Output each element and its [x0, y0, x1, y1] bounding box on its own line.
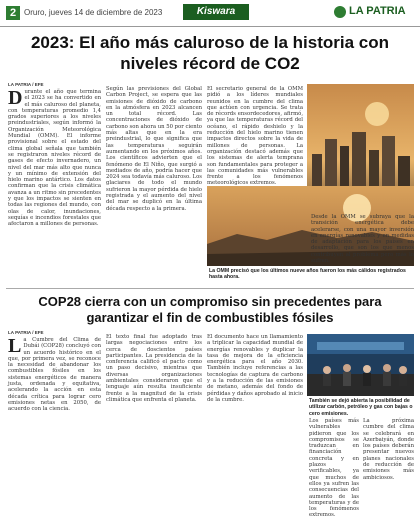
article2-dropcap: L [8, 335, 22, 357]
article1-dropcap: D [8, 87, 23, 109]
article1-column-5: Desde la OMM se subraya que la transición energética debe acelerarse, con una mayor inversión en energías renovables y en medidas de adaptación para los países en desarrollo, que son los que menos contribuyen al problema pero más lo sufren. [311, 214, 414, 265]
article2-column-1 [8, 337, 101, 523]
article1-headline: 2023: El año más caluroso de la historia con niveles récord de CO2 [30, 33, 390, 73]
section-name: Kiswara [183, 4, 249, 20]
article1-photo-caption: La OMM precisó que los últimos nueve años fueron los más cálidos registrados hasta ahora. [209, 268, 406, 281]
article2-column-3: El documento hace un llamamiento a triplicar la capacidad mundial de energías renovables y duplicar la tasa de mejora de la eficiencia energética para el año 2030. También incluye referencias a las tecnologías de captura de carbono y a la reducción de las emisiones de metano, además del fondo de pérdidas y daños aprobado al inicio de la cumbre. [207, 334, 303, 403]
article2-column-5: La próxima cumbre del clima se celebrará en Azerbaiyán, donde los países deberán presentar nuevos planes nacionales de reducción de emisiones más ambiciosos. [363, 418, 414, 481]
article2-column-4: Los países más vulnerables pidieron que los compromisos se traduzcan en financiación concreta y en plazos verificables, ya que muchos de ellos ya sufren las consecuencias del aumento de las temperaturas y de los fenómenos extremos. [309, 418, 359, 519]
article2-credit: LA PATRIA / EFE [8, 330, 44, 335]
logo-text: LA PATRIA [349, 5, 406, 17]
article2-headline: COP28 cierra con un compromiso sin precedentes para garantizar el fin de combustibles fósiles [38, 294, 382, 325]
article2-col1-text: a Cumbre del Clima de Dubái (COP28) concluyó con un acuerdo histórico en el que, por primera vez, se reconoce la necesidad de abandonar los combustibles fósiles en los sistemas energéticos de manera justa, ordenada y equitativa, acelerando la acción en esta década crítica para lograr cero emisiones netas en 2050, de acuerdo con la ciencia. [8, 337, 101, 413]
newspaper-logo [334, 4, 414, 20]
article1-column-2: Según las previsiones del Global Carbon Project, se espera que las emisiones de dióxido de carbono en la atmósfera en 2023 alcancen un total récord. Las concentraciones de dióxido de carbono son ahora un 50 por ciento más altas que en la era preindustrial, lo que significa que las temperaturas seguirán aumentando en los próximos años. Los científicos advierten que el fenómeno de El Niño, que surgió a mediados de año, podría hacer que 2024 sea todavía más caluroso. Los glaciares de todo el mundo sufrieron la mayor pérdida de hielo registrada y el aumento del nivel del mar se duplicó en la última década respecto a la primera. [106, 86, 202, 212]
article1-column-1 [8, 89, 101, 285]
logo-icon [334, 6, 346, 18]
article2-photo-summit [307, 334, 414, 396]
article1-col1-text: urante el año que termina el 2023 se ha convertido en el más caluroso del planeta, con temperaturas promedio 1,4 grados superiores a los niveles preindustriales, según informó la Organización Meteorológica Mundial (OMM). El informe provisional sobre el estado del clima global señala que también se registraron niveles récord de gases de efecto invernadero, un nivel del mar más alto que nunca y un mínimo de extensión del hielo marino antártico. Los datos confirman que la crisis climática avanza a un ritmo sin precedentes y que los impactos se sienten en todas las regiones del mundo, con olas de calor, inundaciones, sequías e incendios forestales que afectaron a millones de personas. [8, 89, 101, 228]
article1-credit: LA PATRIA / EFE [8, 82, 44, 87]
page-number: 2 [6, 6, 20, 20]
issue-date: Oruro, jueves 14 de diciembre de 2023 [24, 8, 163, 17]
article2-photo-caption: También se dejó abierta la posibilidad de utilizar carbón, petróleo y gas con bajas o cero emisiones. [309, 398, 413, 417]
article1-column-3: El secretario general de la OMM pidió a los líderes mundiales reunidos en la cumbre del clima que actúen con urgencia. Se trata de récords ensordecedores, afirmó, ya que las temperaturas récord del océano, el rápido deshielo y la reducción del hielo marino tienen impactos directos sobre la vida de millones de personas. La organización destacó además que los sistemas de alerta temprana son fundamentales para proteger a las comunidades más vulnerables frente a los fenómenos meteorológicos extremos. [207, 86, 303, 187]
summit-stage-image [307, 334, 414, 396]
article-divider [6, 288, 414, 289]
article2-column-2: El texto final fue adoptado tras largas negociaciones entre los cerca de doscientos países participantes. La presidencia de la conferencia calificó el pacto como un paso decisivo, mientras que diversas organizaciones ambientales consideraron que el lenguaje aún resulta insuficiente frente a la magnitud de la crisis climática que enfrenta el planeta. [106, 334, 202, 403]
masthead [0, 0, 420, 27]
